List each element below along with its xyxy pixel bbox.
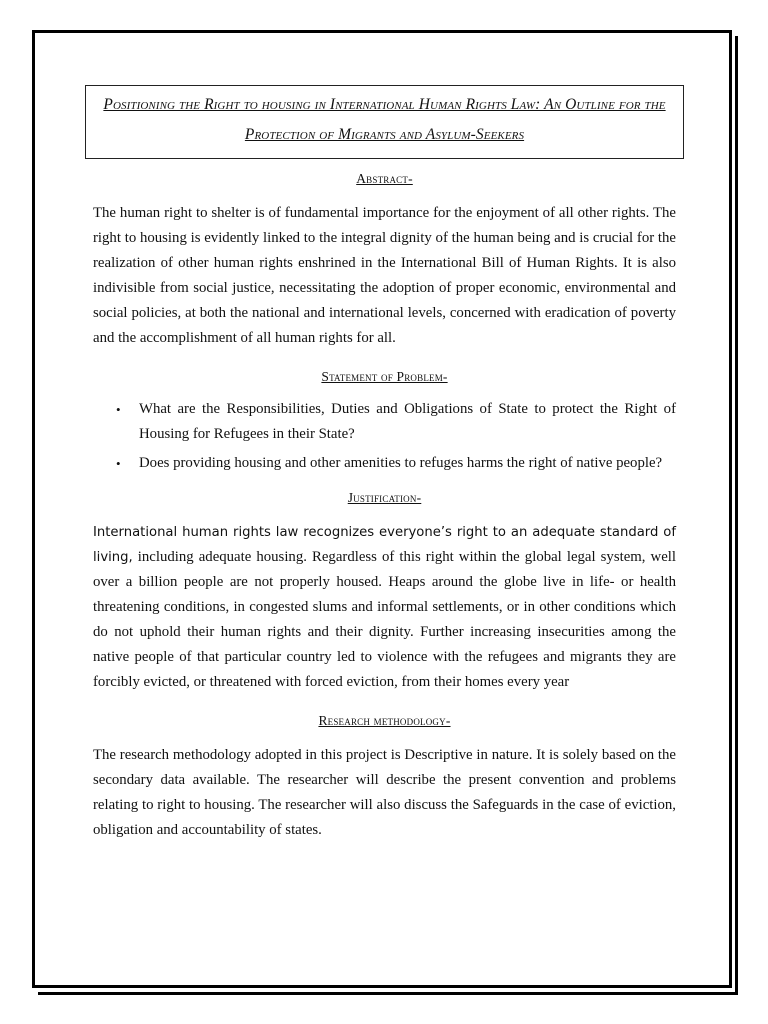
justification-rest: including adequate housing. Regardless of this right within the global legal system, well over a billion people are not properly housed. Heaps around the globe live in life- or health threatening conditions, in congested slums and informal settlements, or in other conditions which do not uphold their human rights and their dignity. Further increasing insecurities among the native people of that particular country led to violence with the refugees and migrants they are forcibly evicted, or threatened with forced eviction, from their homes every year: [93, 549, 676, 690]
problem-item-text: Does providing housing and other amenities to refuges harms the right of native people?: [139, 455, 663, 471]
abstract-text: The human right to shelter is of fundamental importance for the enjoyment of all other rights. The right to housing is evidently linked to the integral dignity of the human being and is crucial for the realization of other human rights enshrined in the International Bill of Human Rights. It is also indivisible from social justice, necessitating the adoption of proper economic, environmental and social policies, at both the national and international levels, concerned with eradication of poverty and the accomplishment of all human rights for all.: [93, 205, 676, 346]
bullet-icon: •: [116, 402, 121, 417]
problem-list: [93, 397, 676, 476]
page-border-shadow-right: [735, 36, 738, 995]
abstract-heading: Abstract-: [356, 171, 413, 186]
problem-heading: Statement of Problem-: [321, 369, 448, 384]
list-item: [93, 397, 676, 447]
justification-first-line: International human rights law recognizes everyone’s right to an adequate standard of living,: [93, 525, 676, 565]
title-box: [85, 85, 684, 159]
document-title: Positioning the Right to housing in International Human Rights Law: An Outline for the Protection of Migrants and Asylum-Seekers: [103, 96, 666, 143]
methodology-heading: Research methodology-: [318, 713, 451, 728]
page-border-shadow-bottom: [38, 992, 736, 995]
problem-item-text: What are the Responsibilities, Duties and Obligations of State to protect the Right of Housing for Refugees in their State?: [139, 401, 676, 442]
methodology-text: The research methodology adopted in this project is Descriptive in nature. It is solely based on the secondary data available. The researcher will describe the present convention and problems relating to right to housing. The researcher will also discuss the Safeguards in the case of eviction, obligation and accountability of states.: [93, 747, 676, 838]
document-body: [93, 85, 676, 843]
list-item: [93, 451, 676, 476]
bullet-icon: •: [116, 456, 121, 471]
justification-text: [93, 520, 676, 695]
justification-heading: Justification-: [347, 490, 422, 505]
